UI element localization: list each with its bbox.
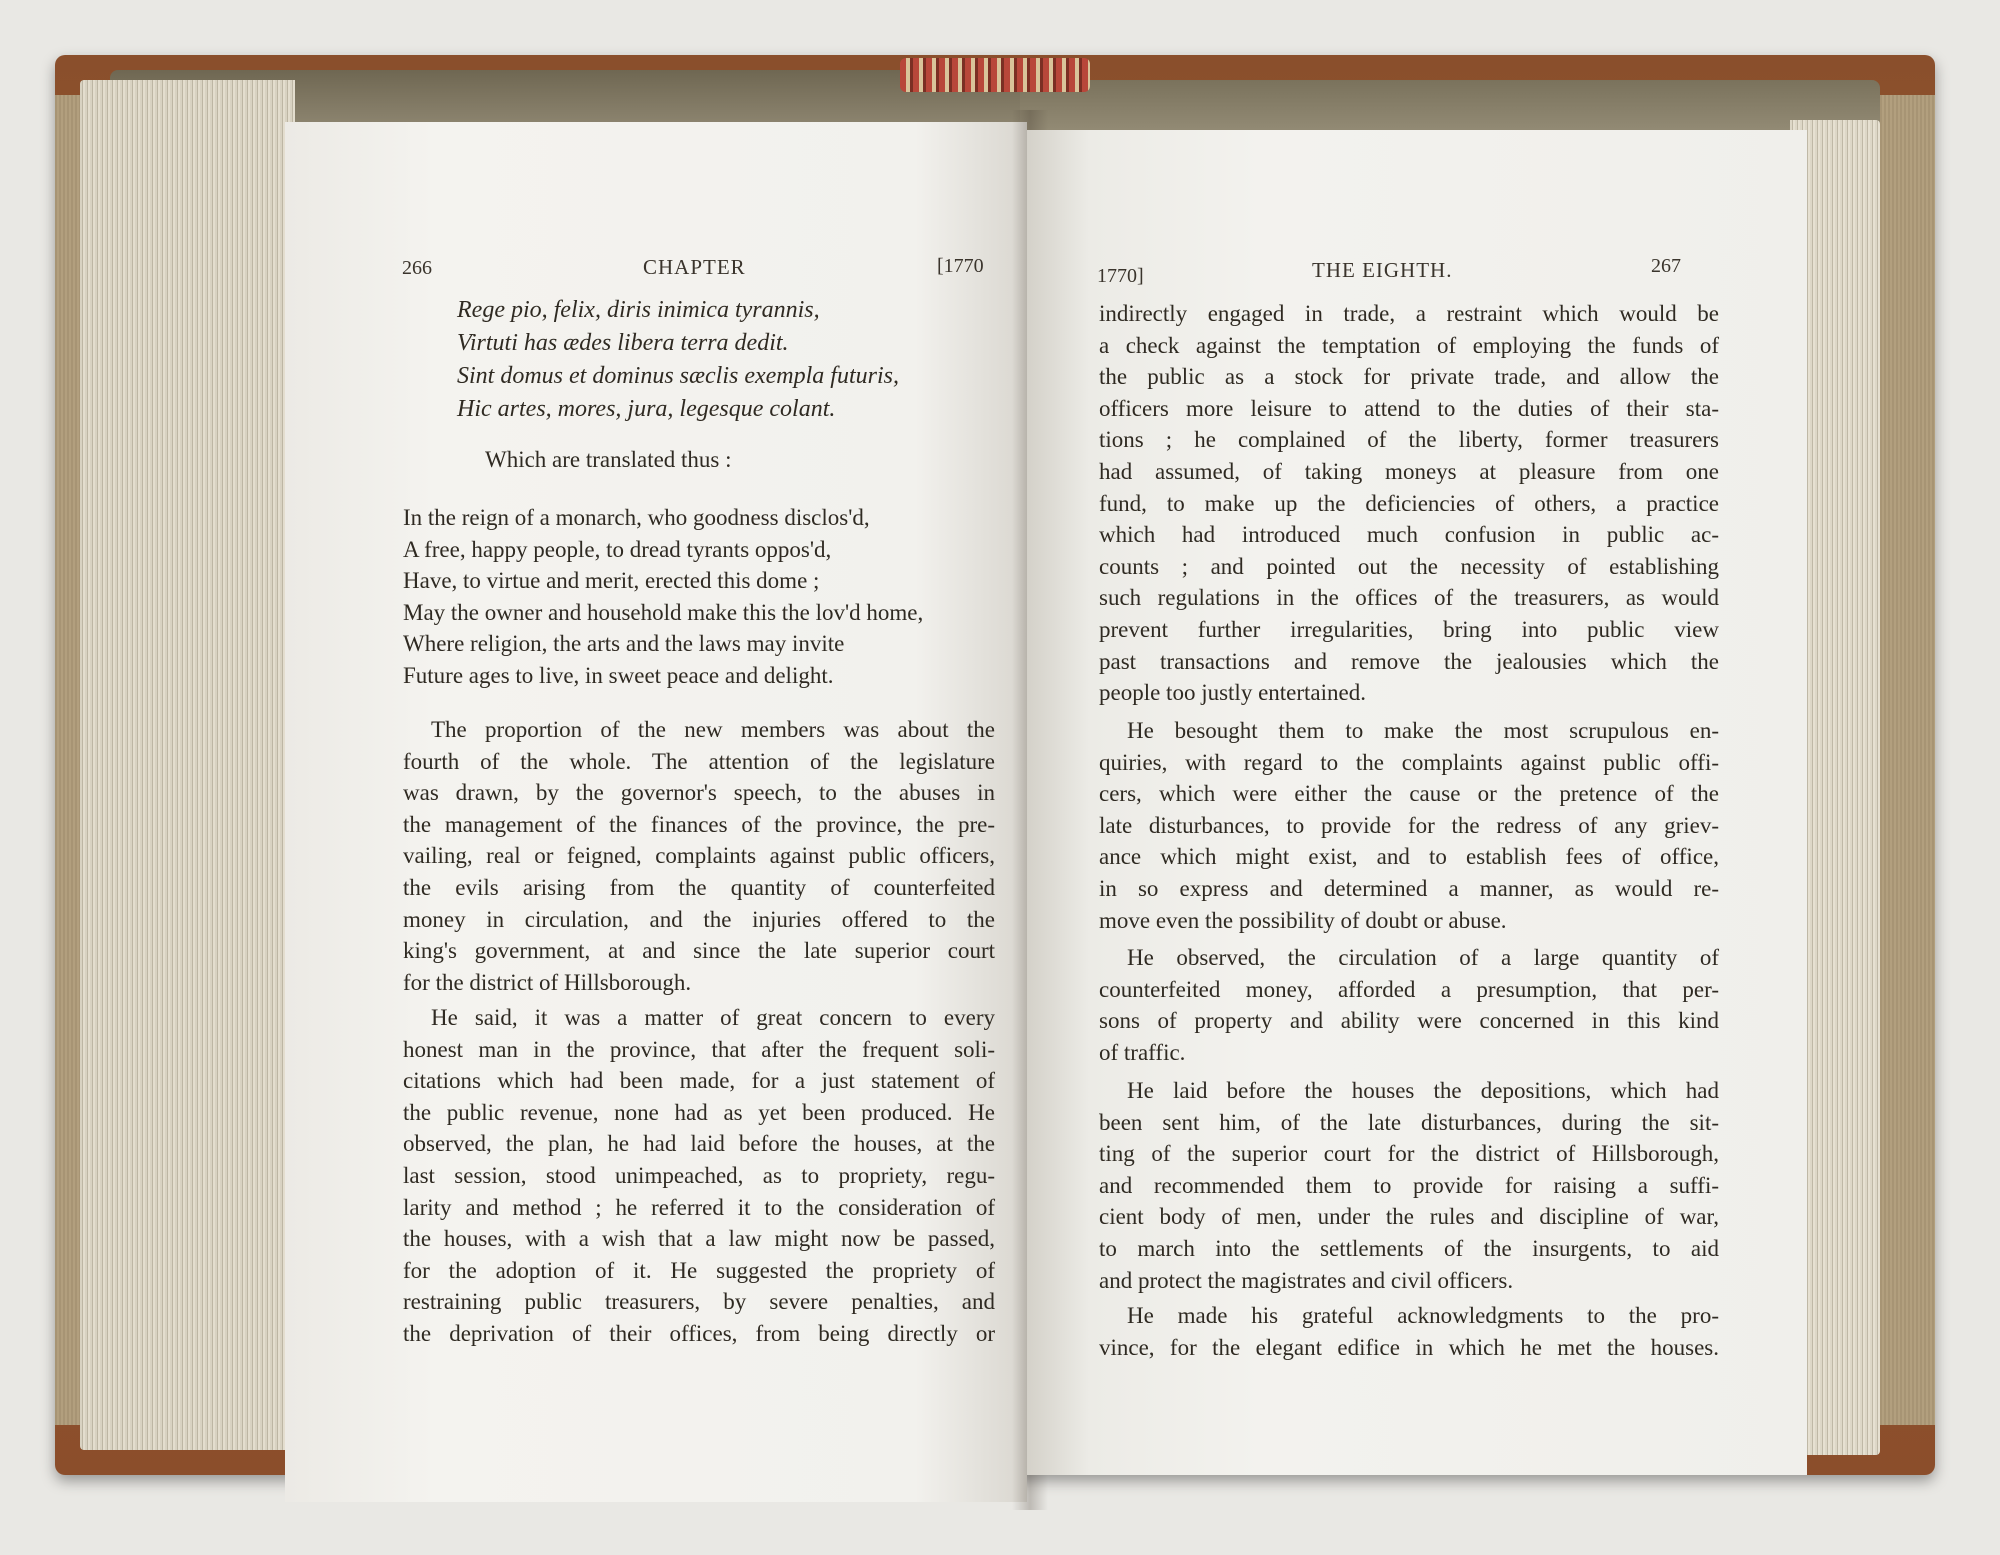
right-page-number: 267 bbox=[1651, 255, 1681, 277]
text-line: officers more leisure to attend to the duties of their sta- bbox=[1099, 395, 1719, 421]
text-line: and recommended them to provide for raising a suffi- bbox=[1099, 1172, 1719, 1198]
right-running-year: 1770] bbox=[1097, 265, 1144, 287]
text-line: for the district of Hillsborough. bbox=[403, 969, 692, 995]
latin-line: Hic artes, mores, jura, legesque colant. bbox=[457, 396, 836, 422]
latin-line: Rege pio, felix, diris inimica tyrannis, bbox=[457, 297, 820, 323]
verse-line: Where religion, the arts and the laws may invite bbox=[403, 631, 845, 657]
left-page bbox=[285, 122, 1027, 1502]
latin-line: Sint domus et dominus sæclis exempla futuris, bbox=[457, 363, 899, 389]
text-line: the evils arising from the quantity of counterfeited bbox=[403, 874, 995, 900]
text-line: prevent further irregularities, bring into public view bbox=[1099, 616, 1719, 642]
text-line: He said, it was a matter of great concern to every bbox=[431, 1005, 995, 1030]
left-paragraph-1 bbox=[403, 714, 995, 998]
text-line: past transactions and remove the jealousies which the bbox=[1099, 648, 1719, 674]
text-line: and protect the magistrates and civil officers. bbox=[1099, 1267, 1514, 1293]
text-line: fourth of the whole. The attention of the legislature bbox=[403, 748, 995, 774]
text-line: counts ; and pointed out the necessity of establishing bbox=[1099, 553, 1719, 579]
text-line: He laid before the houses the depositions, which had bbox=[1127, 1078, 1719, 1103]
verse-line: In the reign of a monarch, who goodness disclos'd, bbox=[403, 505, 870, 530]
text-line: He besought them to make the most scrupulous en- bbox=[1127, 718, 1719, 743]
text-line: tions ; he complained of the liberty, former treasurers bbox=[1099, 427, 1719, 453]
page-edges-left bbox=[80, 80, 295, 1450]
text-line: late disturbances, to provide for the redress of any griev- bbox=[1099, 812, 1719, 838]
text-line: been sent him, of the late disturbances, during the sit- bbox=[1099, 1109, 1719, 1135]
verse-line: A free, happy people, to dread tyrants oppos'd, bbox=[403, 536, 832, 562]
text-line: vince, for the elegant edifice in which he met the houses. bbox=[1099, 1334, 1719, 1360]
text-line: move even the possibility of doubt or abuse. bbox=[1099, 907, 1507, 933]
right-paragraph-3 bbox=[1099, 942, 1719, 1068]
right-paragraph-4 bbox=[1099, 1075, 1719, 1296]
text-line: counterfeited money, afforded a presumption, that per- bbox=[1099, 976, 1719, 1002]
latin-inscription bbox=[457, 294, 927, 426]
text-line: indirectly engaged in trade, a restraint which would be bbox=[1099, 301, 1719, 326]
text-line: ting of the superior court for the district of Hillsborough, bbox=[1099, 1141, 1719, 1167]
left-running-year: [1770 bbox=[937, 255, 984, 277]
text-line: cient body of men, under the rules and discipline of war, bbox=[1099, 1204, 1719, 1230]
text-line: of traffic. bbox=[1099, 1039, 1186, 1065]
text-line: such regulations in the offices of the treasurers, as would bbox=[1099, 585, 1719, 611]
text-line: in so express and determined a manner, as would re- bbox=[1099, 875, 1719, 901]
left-page-number: 266 bbox=[402, 257, 432, 279]
verse-line: May the owner and household make this the lov'd home, bbox=[403, 599, 924, 625]
text-line: had assumed, of taking moneys at pleasure from one bbox=[1099, 458, 1719, 484]
right-paragraph-2 bbox=[1099, 715, 1719, 936]
text-line: money in circulation, and the injuries offered to the bbox=[403, 906, 995, 932]
text-line: the management of the finances of the province, the pre- bbox=[403, 811, 995, 837]
right-page bbox=[1027, 130, 1807, 1475]
text-line: the deprivation of their offices, from being directly or bbox=[403, 1320, 995, 1346]
text-line: vailing, real or feigned, complaints against public officers, bbox=[403, 843, 995, 869]
text-line: was drawn, by the governor's speech, to the abuses in bbox=[403, 780, 995, 806]
text-line: fund, to make up the deficiencies of others, a practice bbox=[1099, 490, 1719, 516]
verse-line: Have, to virtue and merit, erected this dome ; bbox=[403, 568, 820, 594]
right-running-title: THE EIGHTH. bbox=[1312, 258, 1453, 282]
text-line: people too justly entertained. bbox=[1099, 680, 1366, 706]
text-line: observed, the plan, he had laid before the houses, at the bbox=[403, 1131, 995, 1157]
right-paragraph-5 bbox=[1099, 1300, 1719, 1363]
text-line: to march into the settlements of the insurgents, to aid bbox=[1099, 1235, 1719, 1261]
text-line: a check against the temptation of employing the funds of bbox=[1099, 332, 1719, 358]
text-line: the houses, with a wish that a law might now be passed, bbox=[403, 1226, 995, 1252]
text-line: honest man in the province, that after the frequent soli- bbox=[403, 1036, 995, 1062]
left-paragraph-2 bbox=[403, 1002, 995, 1350]
translation-verse bbox=[403, 502, 993, 692]
text-line: the public revenue, none had as yet been produced. He bbox=[403, 1099, 995, 1125]
latin-line: Virtuti has ædes libera terra dedit. bbox=[457, 330, 789, 356]
verse-line: Future ages to live, in sweet peace and delight. bbox=[403, 662, 834, 688]
text-line: sons of property and ability were concerned in this kind bbox=[1099, 1008, 1719, 1034]
text-line: quiries, with regard to the complaints against public offi- bbox=[1099, 749, 1719, 775]
text-line: king's government, at and since the late superior court bbox=[403, 938, 995, 964]
left-running-title: CHAPTER bbox=[643, 255, 746, 279]
right-paragraph-1 bbox=[1099, 298, 1719, 709]
text-line: which had introduced much confusion in public ac- bbox=[1099, 522, 1719, 548]
cloth-board-right bbox=[1880, 95, 1935, 1425]
text-line: ance which might exist, and to establish fees of office, bbox=[1099, 844, 1719, 870]
text-line: the public as a stock for private trade, and allow the bbox=[1099, 364, 1719, 390]
text-line: He made his grateful acknowledgments to the pro- bbox=[1127, 1303, 1719, 1328]
text-line: for the adoption of it. He suggested the propriety of bbox=[403, 1257, 995, 1283]
text-line: The proportion of the new members was about the bbox=[431, 717, 995, 742]
text-line: last session, stood unimpeached, as to propriety, regu- bbox=[403, 1162, 995, 1188]
text-line: citations which had been made, for a just statement of bbox=[403, 1068, 995, 1094]
text-line: He observed, the circulation of a large quantity of bbox=[1127, 945, 1719, 970]
text-line: cers, which were either the cause or the pretence of the bbox=[1099, 781, 1719, 807]
text-line: larity and method ; he referred it to the consideration of bbox=[403, 1194, 995, 1220]
translation-intro-text: Which are translated thus : bbox=[485, 447, 732, 472]
headband bbox=[900, 58, 1090, 92]
text-line: restraining public treasurers, by severe penalties, and bbox=[403, 1289, 995, 1315]
translation-intro bbox=[485, 444, 732, 476]
